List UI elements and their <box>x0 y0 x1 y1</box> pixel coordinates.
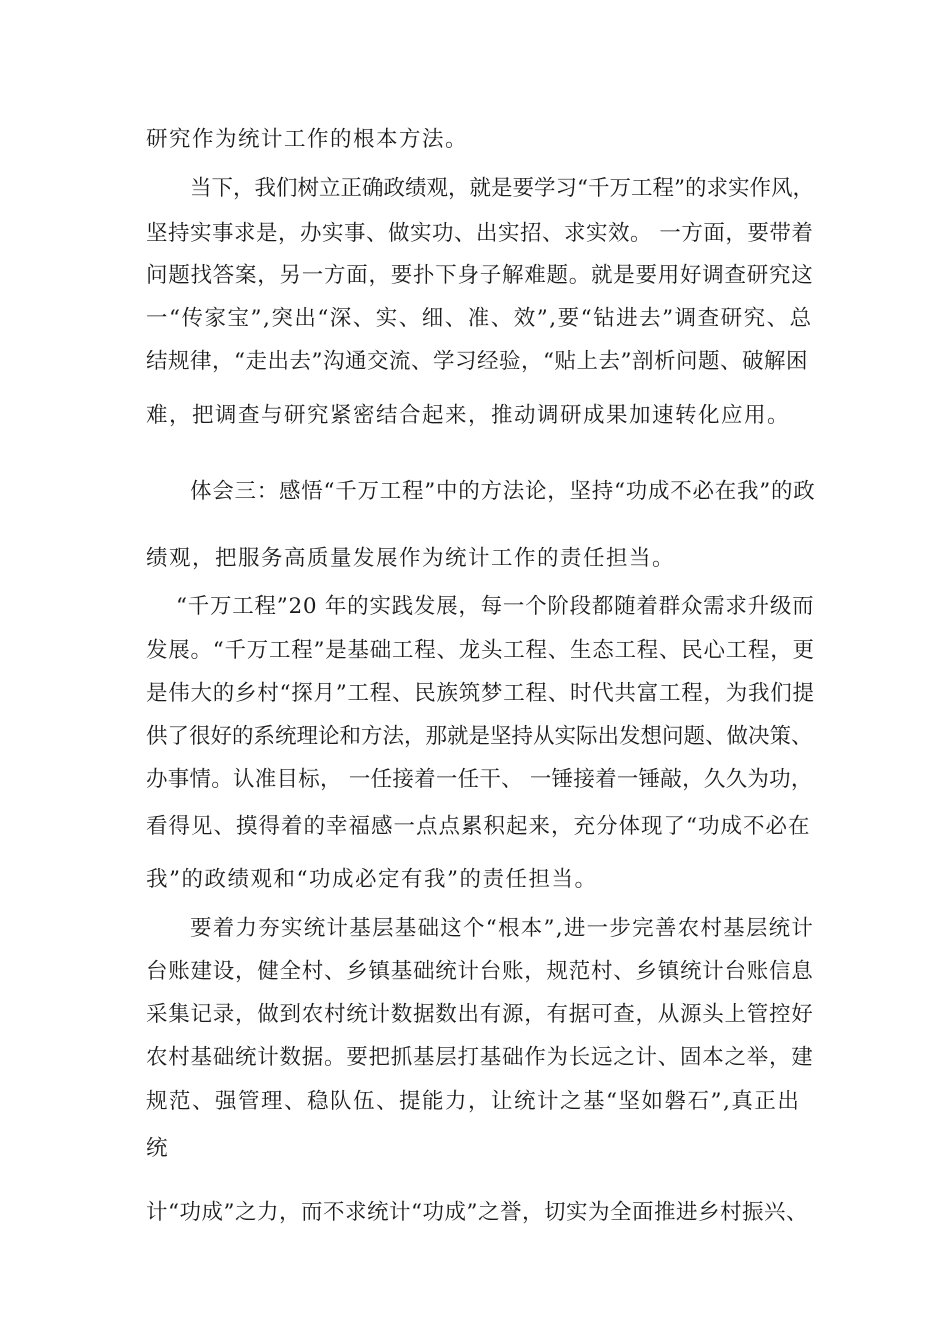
text-line: 供了很好的系统理论和方法，那就是坚持从实际出发想问题、做决策、 <box>146 724 813 749</box>
text-line: 一“传家宝”,突出“深、实、细、准、效”,要“钻进去”调查研究、总 <box>146 306 813 331</box>
text-line: 我”的政绩观和“功成必定有我”的责任担当。 <box>146 867 598 892</box>
text-line: 要着力夯实统计基层基础这个“根本”,进一步完善农村基层统计 <box>190 916 815 941</box>
section-heading-line: 绩观，把服务高质量发展作为统计工作的责任担当。 <box>146 546 676 571</box>
text-line: 是伟大的乡村“探月”工程、民族筑梦工程、时代共富工程，为我们提 <box>146 681 815 706</box>
text-line: 研究作为统计工作的根本方法。 <box>146 127 469 152</box>
text-line: 规范、强管理、稳队伍、提能力，让统计之基“坚如磐石”,真正出 <box>146 1089 801 1114</box>
text-line: 难，把调查与研究紧密结合起来，推动调研成果加速转化应用。 <box>146 403 791 428</box>
section-heading-line: 体会三：感悟“千万工程”中的方法论，坚持“功成不必在我”的政 <box>190 479 816 504</box>
text-line: 计“功成”之力，而不求统计“功成”之誉，切实为全面推进乡村振兴、 <box>146 1200 808 1225</box>
text-line: 台账建设，健全村、乡镇基础统计台账，规范村、乡镇统计台账信息 <box>146 959 814 984</box>
text-line: 当下，我们树立正确政绩观，就是要学习“千万工程”的求实作风， <box>190 176 814 201</box>
text-line: 坚持实事求是，办实事、做实功、出实招、求实效。 一方面，要带着 <box>146 221 814 246</box>
text-line: 办事情。认准目标， 一任接着一任干、 一锤接着一锤敲，久久为功， <box>146 767 813 792</box>
text-line: 问题找答案，另一方面，要扑下身子解难题。就是要用好调查研究这 <box>146 263 814 288</box>
text-line: 看得见、摸得着的幸福感一点点累积起来，充分体现了“功成不必在 <box>146 814 811 839</box>
text-line: 发展。“千万工程”是基础工程、龙头工程、生态工程、民心工程，更 <box>146 638 815 663</box>
text-line: 结规律，“走出去”沟通交流、学习经验，“贴上去”剖析问题、破解困 <box>146 349 808 374</box>
text-line: 统 <box>146 1136 170 1161</box>
text-line: 采集记录，做到农村统计数据数出有源，有据可查，从源头上管控好 <box>146 1002 814 1027</box>
text-line: 农村基础统计数据。要把抓基层打基础作为长远之计、固本之举，建 <box>146 1045 814 1070</box>
text-line: “千万工程”20 年的实践发展，每一个阶段都随着群众需求升级而 <box>176 594 815 619</box>
